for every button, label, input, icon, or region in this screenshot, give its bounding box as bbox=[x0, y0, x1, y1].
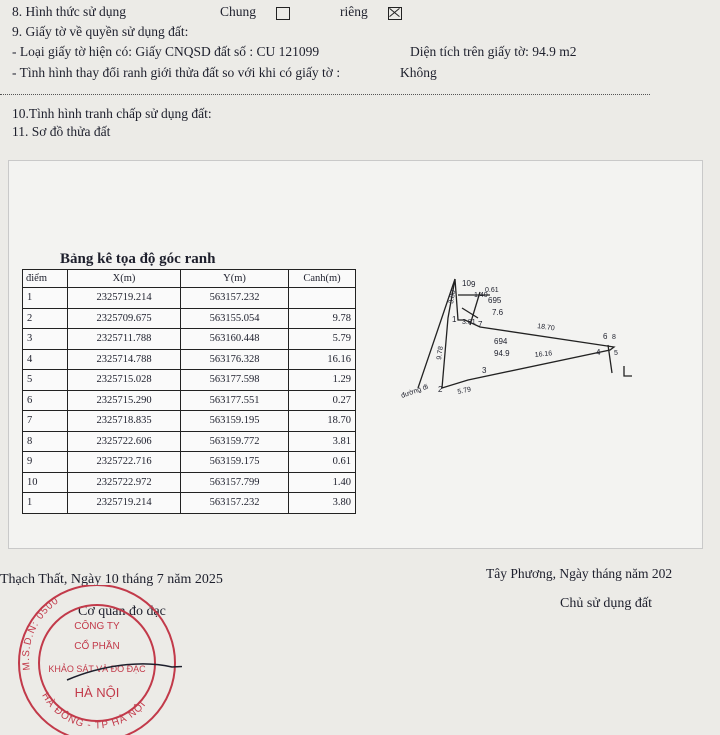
point-5-label: 5 bbox=[614, 350, 618, 357]
edge-1616-label: 16.16 bbox=[534, 350, 553, 359]
table-cell: 2325722.972 bbox=[68, 472, 181, 493]
area-on-doc: Diện tích trên giấy tờ: 94.9 m2 bbox=[410, 44, 577, 59]
boundary-change-value: Không bbox=[400, 65, 437, 80]
point-1-label: 1 bbox=[452, 315, 457, 324]
table-cell: 563176.328 bbox=[181, 349, 289, 370]
edge-381-label: 3.81 bbox=[462, 319, 476, 326]
doc-type: - Loại giấy tờ hiện có: Giấy CNQSD đất số : CU 121099 bbox=[12, 44, 320, 59]
table-cell: 10 bbox=[23, 472, 68, 493]
point-7-label: 7 bbox=[478, 320, 483, 329]
right-date: Tây Phương, Ngày tháng năm 202 bbox=[486, 566, 673, 581]
table-cell: 2325709.675 bbox=[68, 308, 181, 329]
item8-label: 8. Hình thức sử dụng bbox=[12, 4, 127, 19]
edge-978-label: 9.78 bbox=[436, 345, 445, 361]
neighbor-no: 695 bbox=[488, 296, 502, 305]
survey-agency-label: Cơ quan đo đạc bbox=[78, 604, 166, 619]
parcel-no: 694 bbox=[494, 337, 508, 346]
boundary-change-label: - Tình hình thay đổi ranh giới thửa đất so với khi có giấy tờ : bbox=[12, 65, 341, 80]
point-6-label: 6 bbox=[603, 332, 608, 341]
table-cell: 18.70 bbox=[289, 411, 356, 432]
table-cell: 8 bbox=[23, 431, 68, 452]
item10-label: 10.Tình hình tranh chấp sử dụng đất: bbox=[12, 106, 212, 121]
point-2-label: 2 bbox=[438, 385, 443, 394]
table-cell: 5.79 bbox=[289, 329, 356, 350]
table-cell: 1.29 bbox=[289, 370, 356, 391]
table-cell: 2325722.606 bbox=[68, 431, 181, 452]
stamp-line3: KHẢO SÁT VÀ ĐO ĐẠC bbox=[48, 664, 146, 674]
table-cell: 0.27 bbox=[289, 390, 356, 411]
neighbor-diag bbox=[462, 308, 478, 318]
table-cell: 2325711.788 bbox=[68, 329, 181, 350]
svg-text:M.S.D.N: 0500 bbox=[21, 595, 61, 671]
table-cell: 563157.232 bbox=[181, 493, 289, 514]
edge-140-label: 1.40 bbox=[474, 292, 488, 299]
parcel-area: 94.9 bbox=[494, 349, 510, 358]
table-cell: 563155.054 bbox=[181, 308, 289, 329]
table-cell: 3 bbox=[23, 329, 68, 350]
stamp-line1: CÔNG TY bbox=[74, 621, 120, 632]
table-cell: 16.16 bbox=[289, 349, 356, 370]
table-cell: 2325719.214 bbox=[68, 288, 181, 309]
point-10-label: 10 bbox=[462, 279, 471, 288]
header-cell: Y(m) bbox=[181, 270, 289, 288]
point-3-label: 3 bbox=[482, 366, 487, 375]
stamp-line4: HÀ NỘI bbox=[74, 685, 120, 700]
table-cell: 2325722.716 bbox=[68, 452, 181, 473]
table-cell: 2325718.835 bbox=[68, 411, 181, 432]
table-cell: 9 bbox=[23, 452, 68, 473]
table-cell: 563157.232 bbox=[181, 288, 289, 309]
stamp-line2: CỔ PHẦN bbox=[74, 641, 120, 652]
table-cell: 563160.448 bbox=[181, 329, 289, 350]
table-cell: 2325715.290 bbox=[68, 390, 181, 411]
table-cell: 563177.598 bbox=[181, 370, 289, 391]
table-cell: 6 bbox=[23, 390, 68, 411]
neighbor-area: 7.6 bbox=[492, 308, 504, 317]
table-cell: 4 bbox=[23, 349, 68, 370]
table-cell: 7 bbox=[23, 411, 68, 432]
header-cell: điểm bbox=[23, 270, 68, 288]
table-cell: 563159.195 bbox=[181, 411, 289, 432]
stamp-ring-text: HÀ ĐÔNG - TP HÀ NỘI bbox=[39, 690, 149, 732]
point-4-label: 4 bbox=[596, 348, 601, 357]
item9-label: 9. Giấy tờ về quyền sử dụng đất: bbox=[12, 24, 189, 39]
rieng-label: riêng bbox=[340, 4, 368, 19]
road-label: đường đi bbox=[400, 383, 430, 400]
edge-579-label: 5.79 bbox=[456, 386, 472, 396]
table-cell: 563159.175 bbox=[181, 452, 289, 473]
edge-1870-label: 18.70 bbox=[536, 323, 556, 333]
edge-380-label: 3.80 bbox=[448, 289, 458, 305]
land-user-label: Chủ sử dụng đất bbox=[560, 596, 652, 611]
edge-061-label: 0.61 bbox=[485, 287, 499, 294]
point-9-label: 9 bbox=[471, 280, 476, 289]
left-date: Thạch Thất, Ngày 10 tháng 7 năm 2025 bbox=[0, 572, 223, 587]
table-cell: 2 bbox=[23, 308, 68, 329]
table-cell: 2325714.788 bbox=[68, 349, 181, 370]
table-cell: 9.78 bbox=[289, 308, 356, 329]
table-cell: 0.61 bbox=[289, 452, 356, 473]
table-cell: 3.81 bbox=[289, 431, 356, 452]
table-cell: 1 bbox=[23, 288, 68, 309]
table-cell: 3.80 bbox=[289, 493, 356, 514]
item11-label: 11. Sơ đồ thửa đất bbox=[12, 124, 111, 139]
header-cell: Canh(m) bbox=[289, 270, 356, 288]
table-cell: 563157.799 bbox=[181, 472, 289, 493]
table-cell: 563177.551 bbox=[181, 390, 289, 411]
table-cell: 1 bbox=[23, 493, 68, 514]
company-stamp bbox=[12, 585, 182, 735]
table-cell: 2325715.028 bbox=[68, 370, 181, 391]
point-8-label: 8 bbox=[612, 334, 616, 341]
table-title: Bảng kê tọa độ góc ranh bbox=[60, 251, 216, 267]
corner-tick bbox=[624, 366, 632, 376]
table-cell: 1.40 bbox=[289, 472, 356, 493]
chung-label: Chung bbox=[220, 4, 257, 19]
table-cell: 2325719.214 bbox=[68, 493, 181, 514]
table-cell: 5 bbox=[23, 370, 68, 391]
header-cell: X(m) bbox=[68, 270, 181, 288]
stamp-tax-code: M.S.D.N: 0500 bbox=[20, 595, 62, 671]
table-cell: 563159.772 bbox=[181, 431, 289, 452]
